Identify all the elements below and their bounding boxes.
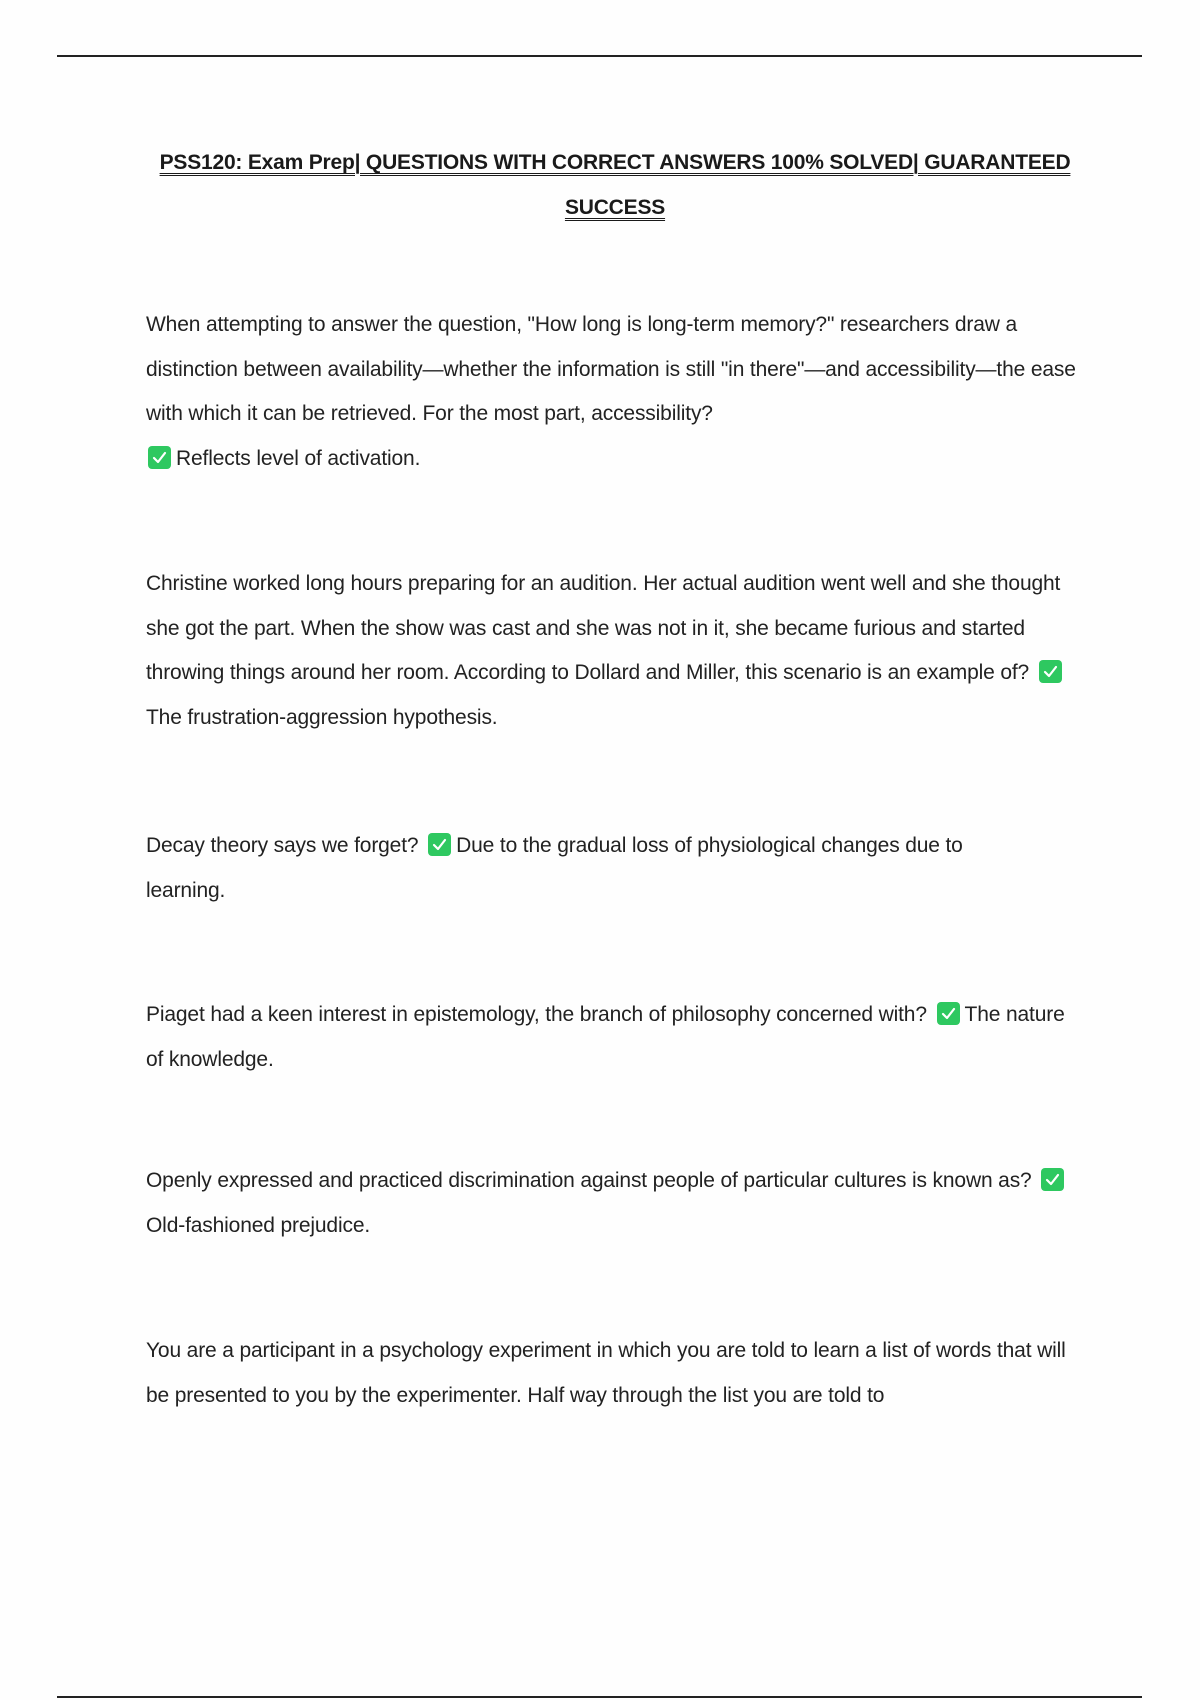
answer-text: Old-fashioned prejudice.: [146, 1213, 371, 1237]
answer-text: Reflects level of activation.: [176, 446, 421, 470]
question-text: When attempting to answer the question, "How long is long-term memory?" researchers draw a distinction between availability—whether the information is still "in there"—and accessibility—the ease with which it can be retrieved. For the most part, accessibility?: [146, 313, 1076, 425]
question-text: Decay theory says we forget?: [146, 834, 419, 857]
qa-item: [146, 1329, 1071, 1418]
qa-item: [146, 1159, 1071, 1248]
qa-item: [146, 993, 1081, 1082]
check-mark-icon: [1041, 1168, 1064, 1191]
qa-item: [146, 824, 1046, 913]
footer-rule: [57, 1696, 1142, 1698]
question-text: You are a participant in a psychology experiment in which you are told to learn a list of words that will be presented to you by the experimenter. Half way through the list you are told to: [146, 1339, 1066, 1407]
question-text: Openly expressed and practiced discrimination against people of particular cultures is known as?: [146, 1169, 1032, 1192]
question-text: Piaget had a keen interest in epistemology, the branch of philosophy concerned with?: [146, 1003, 927, 1026]
check-mark-icon: [937, 1002, 960, 1025]
check-mark-icon: [428, 833, 451, 856]
check-mark-icon: [1039, 660, 1062, 683]
answer-text: The frustration-aggression hypothesis.: [146, 705, 498, 729]
answer-text: The nature of knowledge.: [146, 1003, 1065, 1071]
answer-text: Due to the gradual loss of physiological changes due to learning.: [146, 834, 963, 902]
qa-item: [146, 562, 1071, 740]
document-title: PSS120: Exam Prep| QUESTIONS WITH CORRECT ANSWERS 100% SOLVED| GUARANTEED SUCCESS: [159, 151, 1071, 219]
qa-item: [146, 303, 1081, 481]
check-mark-icon: [148, 446, 171, 469]
header-rule: [57, 55, 1142, 57]
question-text: Christine worked long hours preparing for an audition. Her actual audition went well and she thought she got the part. When the show was cast and she was not in it, she became furious and started throwing things around her room. According to Dollard and Miller, this scenario is an example of?: [146, 572, 1061, 684]
